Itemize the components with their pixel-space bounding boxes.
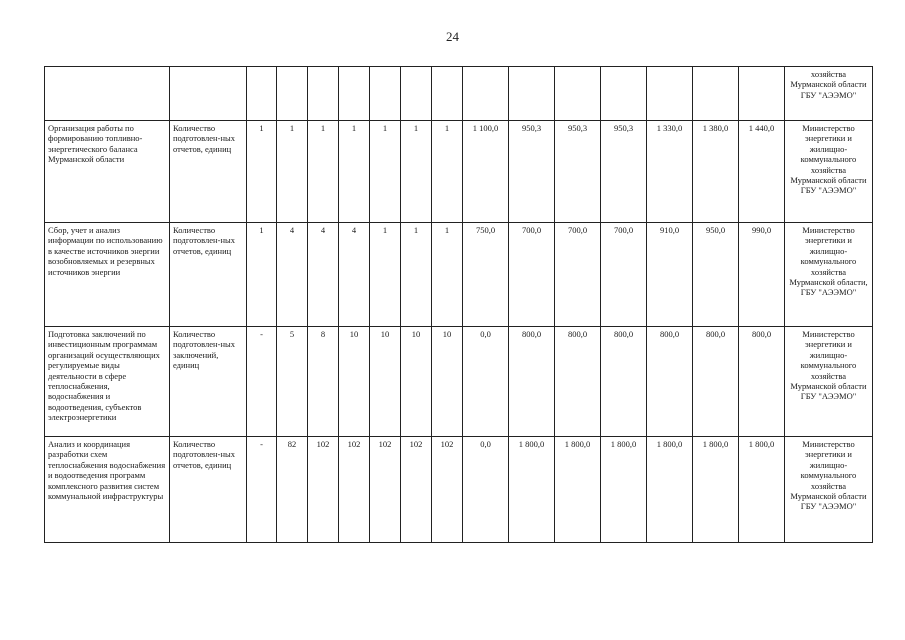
value-cell (739, 67, 785, 121)
value-cell: 1 440,0 (739, 121, 785, 223)
indicator-cell: Количество подготовлен-ных отчетов, единиц (170, 121, 247, 223)
value-cell: 1 380,0 (693, 121, 739, 223)
indicator-cell: Количество подготовлен-ных отчетов, единиц (170, 437, 247, 543)
responsible-cell: Министерство энергетики и жилищно-коммунального хозяйства Мурманской области, ГБУ "АЭЭМО" (785, 223, 873, 327)
work-cell: Подготовка заключений по инвестиционным программам организаций осуществляющих регулируемые виды деятельности в сфере теплоснабжения, водоснабжения и водоотведения, субъектов электроэнергетики (45, 327, 170, 437)
value-cell: 10 (401, 327, 432, 437)
value-cell: 5 (277, 327, 308, 437)
value-cell: 4 (308, 223, 339, 327)
value-cell (509, 67, 555, 121)
value-cell: 700,0 (555, 223, 601, 327)
value-cell: 1 (277, 121, 308, 223)
value-cell: 82 (277, 437, 308, 543)
value-cell (693, 67, 739, 121)
value-cell (401, 67, 432, 121)
value-cell: 800,0 (555, 327, 601, 437)
value-cell: 102 (308, 437, 339, 543)
value-cell: 1 800,0 (647, 437, 693, 543)
value-cell: 10 (370, 327, 401, 437)
value-cell (308, 67, 339, 121)
value-cell: 700,0 (509, 223, 555, 327)
page-number: 24 (446, 29, 459, 44)
value-cell (247, 67, 277, 121)
responsible-cell: хозяйства Мурманской области ГБУ "АЭЭМО" (785, 67, 873, 121)
work-cell: Анализ и координация разработки схем теплоснабжения водоснабжения и водоотведения программ комплексного развития систем коммунальной инфраструктуры (45, 437, 170, 543)
value-cell: 1 330,0 (647, 121, 693, 223)
program-table (44, 66, 873, 543)
value-cell: 950,3 (601, 121, 647, 223)
value-cell: 1 (339, 121, 370, 223)
value-cell: 800,0 (601, 327, 647, 437)
value-cell: 800,0 (647, 327, 693, 437)
value-cell: 1 (370, 121, 401, 223)
value-cell (555, 67, 601, 121)
value-cell: 10 (339, 327, 370, 437)
value-cell: 0,0 (463, 437, 509, 543)
value-cell: 950,3 (555, 121, 601, 223)
value-cell (601, 67, 647, 121)
table-row (45, 437, 873, 543)
responsible-cell: Министерство энергетики и жилищно-коммунального хозяйства Мурманской области ГБУ "АЭЭМО" (785, 437, 873, 543)
value-cell: 990,0 (739, 223, 785, 327)
value-cell: 102 (339, 437, 370, 543)
responsible-cell: Министерство энергетики и жилищно-коммунального хозяйства Мурманской области ГБУ "АЭЭМО" (785, 327, 873, 437)
value-cell (647, 67, 693, 121)
indicator-cell (170, 67, 247, 121)
value-cell (277, 67, 308, 121)
table-row (45, 223, 873, 327)
value-cell: 10 (432, 327, 463, 437)
value-cell: 1 (370, 223, 401, 327)
work-cell: Сбор, учет и анализ информации по использованию в качестве источников энергии возобновляемых и резервных источников энергии (45, 223, 170, 327)
value-cell: 1 (432, 121, 463, 223)
value-cell: 0,0 (463, 327, 509, 437)
value-cell: 950,3 (509, 121, 555, 223)
work-cell: Организация работы по формированию топливно-энергетического баланса Мурманской области (45, 121, 170, 223)
value-cell (463, 67, 509, 121)
value-cell: 950,0 (693, 223, 739, 327)
value-cell: 1 (308, 121, 339, 223)
value-cell: 1 (401, 223, 432, 327)
value-cell: 1 800,0 (509, 437, 555, 543)
value-cell: 8 (308, 327, 339, 437)
table-row (45, 67, 873, 121)
value-cell: 910,0 (647, 223, 693, 327)
indicator-cell: Количество подготовлен-ных отчетов, единиц (170, 223, 247, 327)
responsible-cell: Министерство энергетики и жилищно-коммунального хозяйства Мурманской области ГБУ "АЭЭМО" (785, 121, 873, 223)
value-cell: 1 (247, 223, 277, 327)
value-cell: 1 800,0 (555, 437, 601, 543)
value-cell: 1 100,0 (463, 121, 509, 223)
value-cell: 102 (401, 437, 432, 543)
value-cell: 1 (432, 223, 463, 327)
value-cell: 1 800,0 (601, 437, 647, 543)
value-cell: 102 (370, 437, 401, 543)
value-cell: 750,0 (463, 223, 509, 327)
value-cell: 4 (339, 223, 370, 327)
value-cell: 1 800,0 (739, 437, 785, 543)
value-cell: 800,0 (693, 327, 739, 437)
value-cell: 102 (432, 437, 463, 543)
work-cell (45, 67, 170, 121)
table-row (45, 121, 873, 223)
value-cell (370, 67, 401, 121)
table-row (45, 327, 873, 437)
value-cell: 700,0 (601, 223, 647, 327)
value-cell: 800,0 (739, 327, 785, 437)
value-cell: 4 (277, 223, 308, 327)
value-cell (432, 67, 463, 121)
indicator-cell: Количество подготовлен-ных заключений, единиц (170, 327, 247, 437)
value-cell (339, 67, 370, 121)
value-cell: 800,0 (509, 327, 555, 437)
value-cell: - (247, 437, 277, 543)
value-cell: 1 (247, 121, 277, 223)
value-cell: 1 800,0 (693, 437, 739, 543)
value-cell: 1 (401, 121, 432, 223)
value-cell: - (247, 327, 277, 437)
